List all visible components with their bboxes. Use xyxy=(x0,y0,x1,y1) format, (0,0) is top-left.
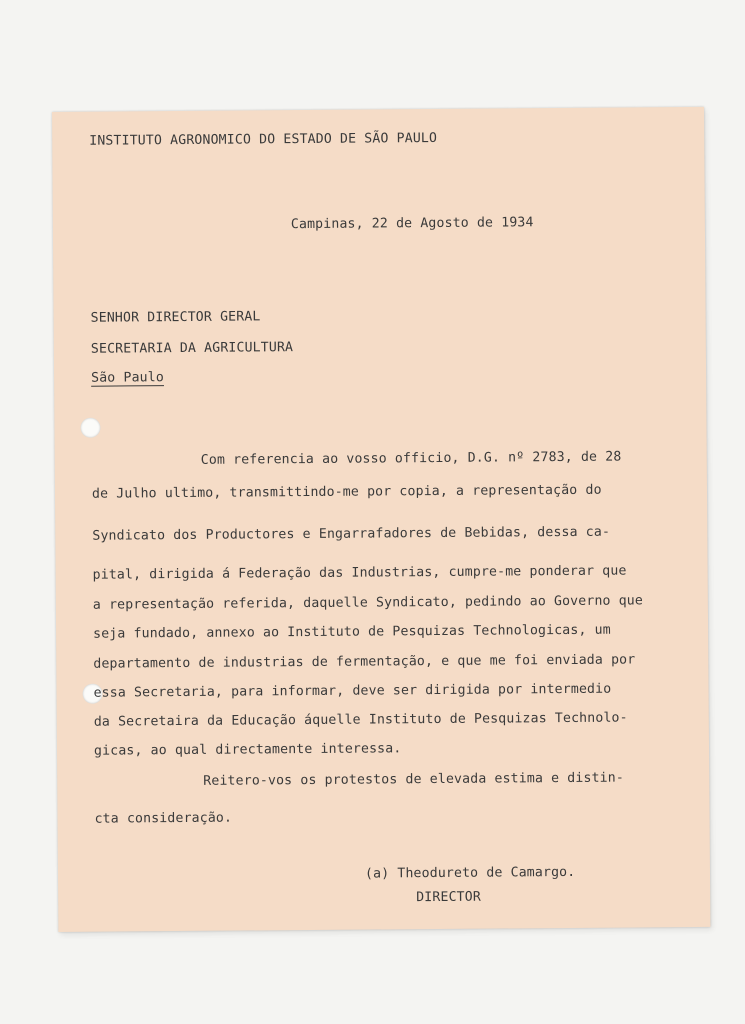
body-line: de Julho ultimo, transmittindo-me por copia, a representação do xyxy=(91,482,602,502)
recipient-line-1: SENHOR DIRECTOR GERAL xyxy=(90,309,261,326)
body-line: departamento de industrias de fermentação, e que me foi enviada por xyxy=(93,652,636,672)
body-line: essa Secretaria, para informar, deve ser dirigida por intermedio xyxy=(93,681,612,701)
recipient-line-2: SECRETARIA DA AGRICULTURA xyxy=(90,340,294,357)
body-line: pital, dirigida á Federação das Industrias, cumpre-me ponderar que xyxy=(92,563,627,583)
signature-title: DIRECTOR xyxy=(416,889,481,906)
body-line: Reitero-vos os protestos de elevada estima e distin- xyxy=(203,770,624,789)
recipient-line-3: São Paulo xyxy=(91,370,164,386)
body-line: seja fundado, annexo ao Instituto de Pesquizas Technologicas, um xyxy=(93,622,611,642)
place-date: Campinas, 22 de Agosto de 1934 xyxy=(290,215,534,233)
body-line: Syndicato dos Productores e Engarrafadores de Bebidas, dessa ca- xyxy=(92,524,611,544)
signature: (a) Theodureto de Camargo. xyxy=(364,864,576,882)
body-line: da Secretaira da Educação áquelle Instituto de Pesquizas Technolo- xyxy=(93,710,628,730)
letter-sheet xyxy=(52,107,710,932)
body-line: gicas, ao qual directamente interessa. xyxy=(93,741,402,759)
body-line: a representação referida, daquelle Syndicato, pedindo ao Governo que xyxy=(92,593,644,613)
body-line: Com referencia ao vosso officio, D.G. nº 2783, de 28 xyxy=(200,449,622,468)
body-line: cta consideração. xyxy=(94,810,233,827)
letterhead: INSTITUTO AGRONOMICO DO ESTADO DE SÃO PAULO xyxy=(89,130,438,149)
punch-hole-top xyxy=(80,418,100,438)
